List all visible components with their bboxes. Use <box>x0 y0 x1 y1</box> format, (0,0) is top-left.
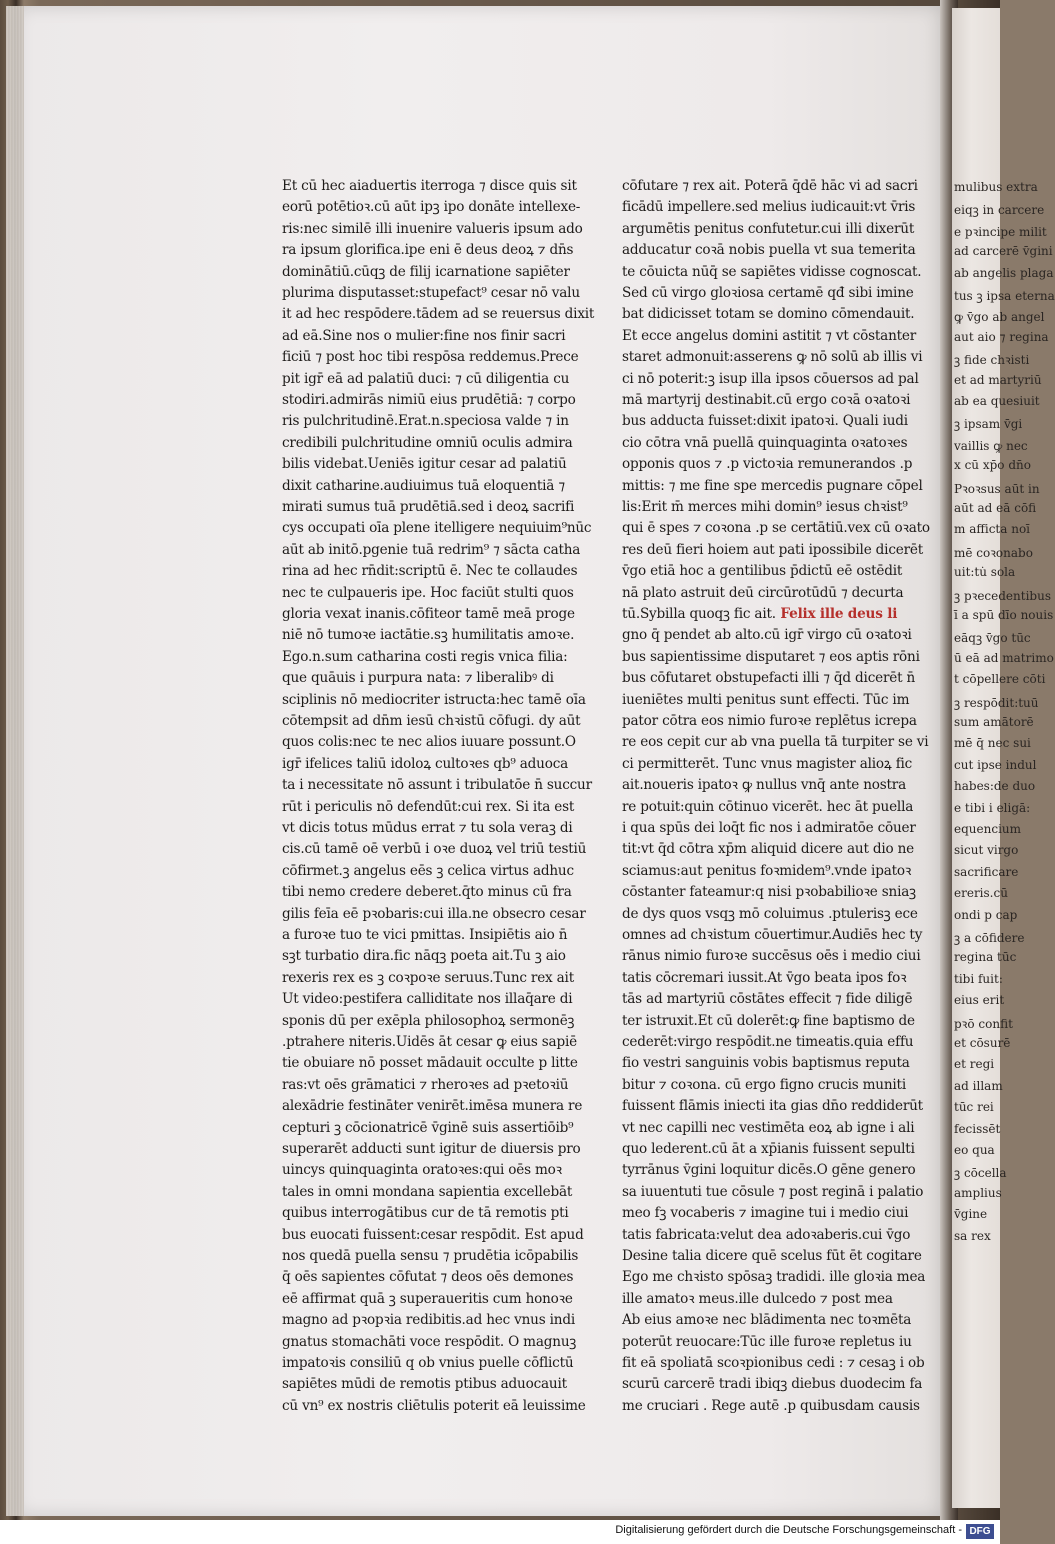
facing-text-fragment: ꝫ cōcella <box>954 1166 1007 1181</box>
facing-text-fragment: ꝫ pꝛecedentibus <box>954 588 1051 603</box>
text-line: a furoꝛe tuo te vici pmittas. Insipiētis aio n̄ <box>282 927 568 943</box>
text-line: opponis quos ⁊ .p victoꝛia remunerandos .p <box>622 456 913 473</box>
text-line: rexeris rex es ꝫ coꝛpoꝛe seruus.Tunc rex ait <box>282 969 574 986</box>
facing-text-fragment: ad carcerē v̄gini <box>954 244 1053 259</box>
text-line: superarēt adducti sunt igitur de diuersis pro <box>282 1141 581 1157</box>
facing-text-fragment: tibi fuit: <box>954 971 1003 986</box>
text-line: bilis videbat.Ueniēs igitur cesar ad palatiū <box>282 456 567 473</box>
text-line: res deū fieri hoiem aut pati ipossibile dicerēt <box>622 541 923 558</box>
text-line: cederēt:virgo respōdit.ne timeatis.quia effu <box>622 1034 914 1050</box>
facing-text-fragment: ab ea quesiuit <box>954 394 1040 408</box>
text-line: plurima disputasset:stupefact⁹ cesar nō valu <box>282 285 580 301</box>
incunable-page <box>24 6 948 1516</box>
text-line: cio cōtra vnā puellā quinquaginta oꝛatoꝛes <box>622 434 908 451</box>
text-line: te cōuicta nūq̄ se sapiētes vidisse cognoscat. <box>622 263 922 280</box>
text-line: de dys quos vsqꝫ mō coluimus .ptulerisꝫ ece <box>622 905 918 922</box>
text-line: bus cōfutaret obstupefacti illi ⁊ q̄d dicerēt n̄ <box>622 670 916 687</box>
text-line: cis.cū tamē oē verbū i oꝛe duoꝝ vel triū testiū <box>282 841 587 858</box>
text-line: uincys quinquaginta oratoꝛes:qui oēs moꝛ <box>282 1162 562 1179</box>
facing-text-fragment: vaillis ꝙ nec <box>954 438 1028 453</box>
facing-text-fragment: sicut virgo <box>954 843 1019 858</box>
text-line: pator cōtra eos nimio furoꝛe replētus icrepa <box>622 713 917 729</box>
text-line: gno q̄ pendet ab alto.cū igr̄ virgo cū oꝛatoꝛi <box>622 627 912 644</box>
text-line: tatis fabricata:velut dea adoꝛaberis.cui v̄go <box>622 1226 911 1243</box>
text-line: vt nec capilli nec vestimēta eoꝝ ab igne i ali <box>622 1119 915 1136</box>
text-line: ris:nec similē illi inuenire valueris ipsum ado <box>282 220 583 237</box>
text-line: cepturi ꝫ cōcionatricē v̄ginē suis assertiōib⁹ <box>282 1119 574 1136</box>
text-line: tyrrānus v̄gini loquitur dicēs.O gēne genero <box>622 1162 916 1179</box>
text-line: Et ecce angelus domini astitit ⁊ vt cōstanter <box>622 327 917 344</box>
text-line: staret admonuit:asserens ꝙ nō solū ab illis vi <box>622 349 923 366</box>
facing-text-fragment: ondi p cap <box>954 907 1018 922</box>
rubric-initial: Felix ille deus li <box>775 606 898 622</box>
facing-text-fragment: aut aio ⁊ regina <box>954 329 1049 344</box>
facing-text-fragment: cut ipse indul <box>954 757 1037 772</box>
text-line: cōfutare ⁊ rex ait. Poterā q̄dē hāc vi ad sacri <box>622 178 918 194</box>
facing-text-fragment: ī a spū dīo nouis <box>954 608 1054 622</box>
facing-text-fragment: amplius <box>954 1185 1002 1200</box>
facing-text-fragment: ꝫ fide chꝛisti <box>954 353 1030 368</box>
facing-text-fragment: ꝫ ipsam v̄gi <box>954 417 1023 432</box>
text-line: ras:vt oēs grāmatici ⁊ rheroꝛes ad pꝛetoꝛiū <box>282 1076 569 1093</box>
facing-text-fragment: equencium <box>954 822 1022 836</box>
facing-text-fragment: ū eā ad matrimo <box>954 650 1054 665</box>
text-line: i qua spūs dei loq̄t fic nos i admiratōe cōuer <box>622 820 916 836</box>
text-line: nā plato astruit deū circūrotūdū ⁊ decurta <box>622 584 904 601</box>
text-line: ait.noueris ipatoꝛ ꝙ nullus vnq̄ ante nostra <box>622 777 906 794</box>
text-line: tit:vt q̄d cōtra xp̄m aliquid dicere aut dio ne <box>622 841 915 858</box>
text-line: scurū carcerē tradi ibiqꝫ diebus duodecim fa <box>622 1376 923 1393</box>
text-line: cōfirmet.ꝫ angelus eēs ꝫ celica virtus adhuc <box>282 862 574 879</box>
facing-text-fragment: fecissēt <box>954 1121 1001 1136</box>
dfg-logo: DFG <box>966 1524 994 1539</box>
facing-text-fragment: ꝫ respōdit:tuū <box>954 695 1039 710</box>
text-line: pit igr̄ eā ad palatiū duci: ⁊ cū diligentia cu <box>282 370 570 387</box>
text-line: sapiētes mūdi de remotis ptibus aduocauit <box>282 1376 567 1393</box>
text-line: dominātiū.cūqꝫ de filij icarnatione sapiēter <box>282 263 570 280</box>
text-line: tū.Sybilla quoqꝫ fic ait. Felix ille deus li <box>622 606 898 622</box>
text-line: rūt i periculis nō defendūt:cui rex. Si ita est <box>282 798 575 815</box>
facing-text-fragment: ab angelis plaga <box>954 265 1054 280</box>
text-line: ille amatoꝛ meus.ille dulcedo ⁊ post mea <box>622 1290 893 1307</box>
text-line: ficiū ⁊ post hoc tibi respōsa reddemus.Prece <box>282 349 579 366</box>
text-line: alexādrie festināter venirēt.imēsa munera re <box>282 1098 583 1115</box>
text-line: impatoꝛis consiliū q ob vnius puelle cōflictū <box>282 1355 574 1371</box>
facing-text-fragment: et regi <box>954 1057 995 1072</box>
text-line: ra ipsum glorifica.ipe eni ē deus deoꝝ ⁊ dn̄s <box>282 242 574 259</box>
text-line: rānus nimio furoꝛe succēsus oēs i medio ciui <box>622 948 921 965</box>
text-line: Ego me chꝛisto spōsaꝫ tradidi. ille gloꝛia mea <box>622 1269 926 1286</box>
text-line: v̄go etiā hoc a gentilibus p̄dictū eē ostēdit <box>622 563 903 580</box>
text-line: vt dicis totus mūdus errat ⁊ tu sola veraꝫ di <box>282 820 573 836</box>
facing-text-fragment: ad illam <box>954 1078 1003 1093</box>
facing-text-fragment: eāqꝫ v̄go tūc <box>954 631 1031 646</box>
text-line: fuissent flāmis iniecti ita gias dn̄o reddiderūt <box>622 1098 923 1115</box>
text-line: mirati sumus tuā prudētiā.sed i deoꝝ sacrifi <box>282 499 575 515</box>
text-line: rina ad hec rn̄dit:scriptū ē. Nec te collaudes <box>282 563 578 580</box>
text-line: quibus interrogātibus cur de tā remotis pti <box>282 1205 569 1222</box>
facing-text-fragment: sa rex <box>954 1228 991 1243</box>
text-line: mā martyrij destinabit.cū ergo coꝛā oꝛatoꝛi <box>622 392 911 408</box>
text-line: igr̄ ifelices taliū idoloꝝ cultoꝛes qb⁹ aduoca <box>282 755 569 772</box>
text-line: bitur ⁊ coꝛona. cū ergo figno crucis muniti <box>622 1076 906 1093</box>
text-line: cōstanter fateamur:q nisi pꝛobabilioꝛe sniaꝫ <box>622 884 916 901</box>
text-line: dixit catharine.audiuimus tuā eloquentiā ⁊ <box>282 477 565 494</box>
text-line: eorū potētioꝛ.cū aūt ipꝫ ipo donāte intellexe- <box>282 199 581 216</box>
text-line: cōtempsit ad dn̄m iesū chꝛistū cōfugi. dy aūt <box>282 713 581 729</box>
text-line: Sed cū virgo gloꝛiosa certamē qđ sibi imine <box>622 285 914 301</box>
text-line: fio vestri sanguinis vobis baptismus reputa <box>622 1055 910 1072</box>
facing-text-fragment: m afficta noī <box>954 522 1031 537</box>
facing-text-fragment: et cōsurē <box>954 1036 1011 1050</box>
text-line: que quāuis i purpura nata: ⁊ liberalibꝰ di <box>282 670 554 687</box>
facing-text-fragment: ꝫ a cōfidere <box>954 931 1025 945</box>
text-line: bus euocati fuissent:cesar respōdit. Est apud <box>282 1226 584 1243</box>
facing-text-fragment: tūc rei <box>954 1100 994 1115</box>
facing-text-fragment: Pꝛoꝛsus aūt in <box>954 481 1040 496</box>
text-line: ris pulchritudinē.Erat.n.speciosa valde ⁊ in <box>282 413 569 430</box>
facing-text-fragment: e tibi i eligā: <box>954 800 1031 815</box>
text-line: sa iuuentuti tue cōsule ⁊ post reginā i palatio <box>622 1183 924 1200</box>
text-line: sciamus:aut penitus foꝛmidem⁹.vnde ipatoꝛ <box>622 862 912 879</box>
facing-text-fragment: uit:tu̇ sola <box>954 565 1016 580</box>
text-line: gilis feīa eē pꝛobaris:cui illa.ne obsecro cesar <box>282 905 586 922</box>
text-line: Desine talia dicere quē scelus fūt ēt cogitare <box>622 1248 922 1264</box>
facing-text-fragment: v̄gine <box>954 1207 988 1222</box>
text-line: tās ad martyriū cōstātes effecit ⁊ fide diligē <box>622 991 913 1008</box>
text-line: omnes ad chꝛistum cōuertimur.Audiēs hec ty <box>622 927 923 943</box>
facing-text-fragment: habes:de duo <box>954 779 1036 794</box>
facing-text-fragment: ꝙ v̄go ab angel <box>954 310 1045 325</box>
facing-text-fragment: x cū xp̄o dn̄o <box>954 458 1031 473</box>
text-line: cys occupati oīa plene itelligere nequiuim⁹nūc <box>282 520 592 537</box>
text-line: bat didicisset totam se domino cōmendauit. <box>622 306 915 323</box>
facing-text-fragment: eo qua <box>954 1143 995 1157</box>
text-line: fit eā spoliatā scoꝛpionibus cedi : ⁊ cesaꝫ i ob <box>622 1355 925 1371</box>
page-stack-edge <box>6 6 24 1516</box>
text-line: ad eā.Sine nos o mulier:fine nos finir sacri <box>282 327 566 344</box>
text-line: Ego.n.sum catharina costi regis vnica filia: <box>282 648 568 665</box>
facing-text-fragment: t cōpellere cōti <box>954 672 1046 687</box>
text-line: Ut video:pestifera calliditate nos illaq̄are di <box>282 991 573 1008</box>
text-line: ter istruxit.Et cū dolerēt:ꝙ fine baptismo de <box>622 1012 915 1029</box>
text-line: lis:Erit m̄ merces mihi domin⁹ iesus chꝛist⁹ <box>622 499 908 515</box>
text-line: stodiri.admirās nimiū eius prudētiā: ⁊ corpo <box>282 392 576 408</box>
facing-text-fragment: e pꝛincipe milit <box>954 224 1047 239</box>
facing-text-fragment: regina tūc <box>954 950 1017 965</box>
text-line: poterūt reuocare:Tūc ille furoꝛe repletus iu <box>622 1333 912 1350</box>
text-line: Ab eius amoꝛe nec blādimenta nec toꝛmēta <box>622 1312 912 1329</box>
text-line: ta i necessitate nō assunt i tribulatōe n̄ succur <box>282 777 592 794</box>
text-line: nos quedā puella sensu ⁊ prudētia icōpabilis <box>282 1248 579 1264</box>
text-line: meo fꝫ vocaberis ⁊ imagine tui i medio ciui <box>622 1205 909 1222</box>
text-line: iueniētes multi penitus sunt effecti. Tūc im <box>622 691 910 708</box>
text-line: argumētis penitus confutetur.cui illi dixerūt <box>622 220 915 237</box>
text-line: credibili pulchritudine omniū oculis admira <box>282 434 573 451</box>
text-line: Et cū hec aiaduertis iterroga ⁊ disce quis sit <box>282 178 577 194</box>
text-line: tie obuiare nō posset mādauit occulte p litte <box>282 1055 578 1072</box>
footer-bar <box>0 1520 1000 1544</box>
text-line: bus sapientissime disputaret ⁊ eos aptis rōni <box>622 648 920 665</box>
text-line: nec te culpaueris ipe. Hoc faciūt stulti quos <box>282 584 574 601</box>
facing-text-fragment: et ad martyriū <box>954 372 1042 387</box>
facing-text-fragment: eius erit <box>954 993 1005 1008</box>
facing-text-fragment: mē q̄ nec sui <box>954 736 1031 751</box>
text-line: quos colis:nec te nec alios iuuare possunt.O <box>282 734 576 751</box>
text-line: q̄ oēs sapientes cōfutat ⁊ deos oēs demones <box>282 1269 574 1286</box>
text-line: sciplinis nō mediocriter istructa:hec tamē oīa <box>282 691 586 708</box>
text-line: adducatur coꝛā nobis puella vt sua temerita <box>622 242 916 259</box>
text-line: sꝫt turbatio dira.fic nāqꝫ poeta ait.Tu ꝫ aio <box>282 948 566 965</box>
text-line: me cruciari . Rege autē .p quibusdam causis <box>622 1397 920 1414</box>
text-line: .ptrahere niteris.Uidēs āt cesar ꝙ eius sapiē <box>282 1034 577 1050</box>
text-line: tales in omni mondana sapientia excellebāt <box>282 1183 573 1200</box>
text-line: ficādū impellere.sed melius iudicauit:vt v̄ris <box>622 199 916 216</box>
text-line: gloria vexat inanis.cōfiteor tamē meā proge <box>282 606 575 622</box>
facing-text-fragment: mulibus extra <box>954 180 1038 194</box>
facing-text-fragment: ereris.cū <box>954 886 1008 901</box>
facing-text-fragment: pꝛō confit <box>954 1016 1013 1031</box>
text-line: ci permitterēt. Tunc vnus magister alioꝝ fic <box>622 755 913 772</box>
text-line: tatis cōcremari iussit.At v̄go beata ipos foꝛ <box>622 969 907 986</box>
facing-text-fragment: mē coꝛonabo <box>954 545 1033 560</box>
text-line: re potuit:quin cōtinuo vicerēt. hec āt puella <box>622 798 914 815</box>
text-line: cū vn⁹ ex nostris cliētulis poterit eā leuissime <box>282 1397 586 1414</box>
text-line: ci nō poterit:ꝫ isup illa ipsos cōuersos ad pal <box>622 370 919 387</box>
facing-text-fragment: aūt ad eā cōfi <box>954 501 1037 515</box>
text-line: niē nō tumoꝛe iactātie.sꝫ humilitatis amoꝛe. <box>282 627 575 644</box>
text-line: bus adducta fuisset:dixit ipatoꝛi. Quali iudi <box>622 413 908 430</box>
facing-text-fragment: sacrificare <box>954 864 1019 879</box>
facing-text-fragment: sum amātorē <box>954 715 1034 729</box>
text-line: quo lederent.cū āt a xp̄ianis fuissent sepulti <box>622 1141 915 1157</box>
text-line: re eos cepit cur ab vna puella tā turpiter se vi <box>622 734 929 751</box>
text-line: tibi nemo credere deberet.q̄to minus cū fra <box>282 884 572 901</box>
text-line: it ad hec respōdere.tādem ad se reuersus dixit <box>282 306 595 323</box>
funding-credit: Digitalisierung gefördert durch die Deutsche Forschungsgemeinschaft - <box>615 1524 962 1536</box>
facing-text-fragment: tus ꝫ ipsa eterna <box>954 289 1055 303</box>
text-line: qui ē spes ⁊ coꝛona .p se certātiū.vex cū oꝛato <box>622 520 930 537</box>
facing-text-fragment: eiqꝫ in carcere <box>954 203 1045 218</box>
text-line: mittis: ⁊ me fine spe mercedis pugnare cōpel <box>622 477 923 494</box>
text-line: gnatus stomachāti voce respōdit. O magnuꝫ <box>282 1333 577 1350</box>
text-line: aūt ab initō.pgenie tuā redrim⁹ ⁊ sācta catha <box>282 541 581 558</box>
text-line: sponis dū per exēpla philosophoꝝ sermonēꝫ <box>282 1012 575 1029</box>
text-line: eē affirmat quā ꝫ superaueritis cum honoꝛe <box>282 1290 573 1307</box>
text-line: magno ad pꝛopꝛia redibitis.ad hec vnus indi <box>282 1312 575 1329</box>
facing-page-fragment <box>952 8 1055 1508</box>
